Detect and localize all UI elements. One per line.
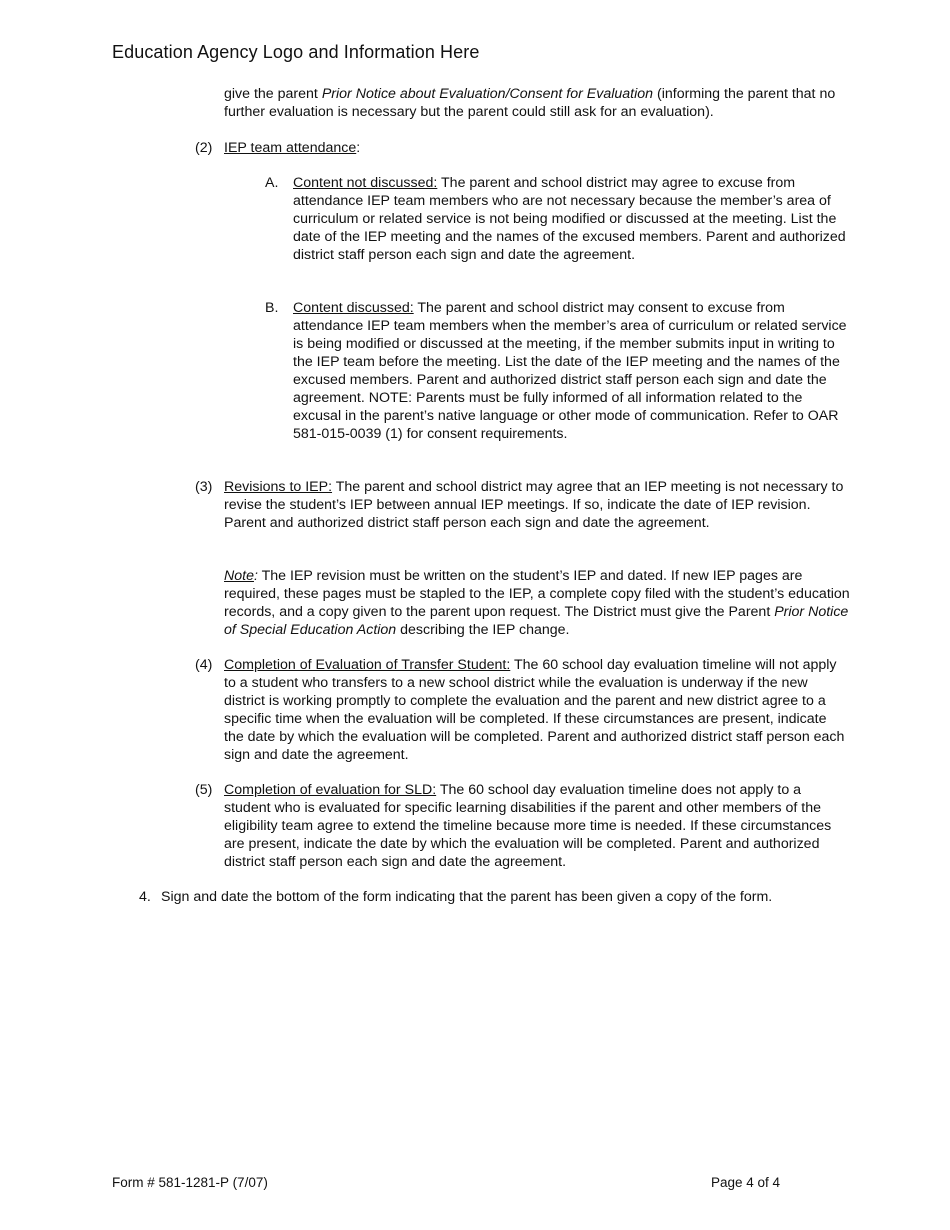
- item-3-heading: Revisions to IEP:: [224, 479, 333, 495]
- item-2b-text: The parent and school district may consent to excuse from attendance IEP team members when the member’s area of curriculum or related service is being modified or discussed at the meeting, if the member submits input in writing to the IEP team before the meeting. List the date of the IEP meeting and the names of the excused members. Parent and authorized district staff person each sign and date the agreement. NOTE: Parents must be fully informed of all information related to the excusal in the parent’s native language or other mode of communication. Refer to OAR 581-015-0039 (1) for consent requirements.: [293, 300, 847, 442]
- page-header-title: Education Agency Logo and Information Here: [112, 42, 480, 62]
- item-2-colon: :: [356, 140, 361, 156]
- item-2a-paragraph: [293, 174, 851, 264]
- item-2-number: (2): [195, 140, 213, 156]
- footer-page-number: Page 4 of 4: [711, 1175, 781, 1190]
- item-3-note-post: describing the IEP change.: [396, 622, 570, 638]
- footer-form-number: Form # 581-1281-P (7/07): [112, 1175, 268, 1190]
- item-4-paragraph: [224, 656, 850, 764]
- item-3-note-text: The IEP revision must be written on the student’s IEP and dated. If new IEP pages are required, these pages must be stapled to the IEP, a complete copy filed with the student’s education records, and a copy given to the parent upon request. The District must give the Parent: [224, 568, 850, 620]
- intro-text-pre: give the parent: [224, 86, 322, 102]
- item-2b-paragraph: [293, 299, 851, 443]
- item-3-text: The parent and school district may agree that an IEP meeting is not necessary to revise the student’s IEP between annual IEP meetings. If so, indicate the date of IEP revision. Parent and authorized district staff person each sign and date the agreement.: [224, 479, 844, 531]
- item-2b-letter: B.: [265, 300, 279, 316]
- step-4-number: 4.: [139, 889, 151, 905]
- item-3-number: (3): [195, 479, 213, 495]
- item-5-number: (5): [195, 782, 213, 798]
- item-3-note-emphasis: Prior Notice of Special Education Action: [224, 604, 849, 638]
- item-2a-letter: A.: [265, 175, 279, 191]
- item-3-note-label: Note: [224, 568, 254, 584]
- item-3-note-paragraph: [224, 567, 850, 639]
- item-2b-heading: Content discussed:: [293, 300, 414, 316]
- item-2a-heading: Content not discussed:: [293, 175, 438, 191]
- item-4-heading: Completion of Evaluation of Transfer Student:: [224, 657, 511, 673]
- intro-text-emphasis: Prior Notice about Evaluation/Consent for Evaluation: [321, 86, 654, 102]
- item-2a-text: The parent and school district may agree to excuse from attendance IEP team members who are not necessary because the member’s area of curriculum or related service is not being modified or discussed at the meeting. List the date of the IEP meeting and the names of the excused members. Parent and authorized district staff person each sign and date the agreement.: [293, 175, 846, 263]
- item-5-text: The 60 school day evaluation timeline does not apply to a student who is evaluated for specific learning disabilities if the parent and other members of the eligibility team agree to extend the timeline because more time is needed. If these circumstances are present, indicate the date by which the evaluation will be completed. Parent and authorized district staff person each sign and date the agreement.: [224, 782, 832, 870]
- item-2-heading: IEP team attendance: [224, 140, 357, 156]
- intro-text-post: (informing the parent that no further evaluation is necessary but the parent could still ask for an evaluation).: [224, 86, 836, 120]
- item-3-paragraph: [224, 478, 850, 532]
- item-5-heading: Completion of evaluation for SLD:: [224, 782, 437, 798]
- item-2-heading-line: [224, 139, 850, 157]
- intro-paragraph: [224, 85, 850, 121]
- item-4-number: (4): [195, 657, 213, 673]
- step-4-text: Sign and date the bottom of the form indicating that the parent has been given a copy of the form.: [161, 889, 773, 905]
- item-4-text: The 60 school day evaluation timeline will not apply to a student who transfers to a new school district while the evaluation is underway if the new district is working promptly to complete the evaluation and the parent and new district agree to a specific time when the evaluation will be completed. If these circumstances are present, indicate the date by which the evaluation will be completed. Parent and authorized district staff person each sign and date the agreement.: [224, 657, 845, 763]
- item-3-note-colon: :: [253, 568, 258, 584]
- item-5-paragraph: [224, 781, 850, 871]
